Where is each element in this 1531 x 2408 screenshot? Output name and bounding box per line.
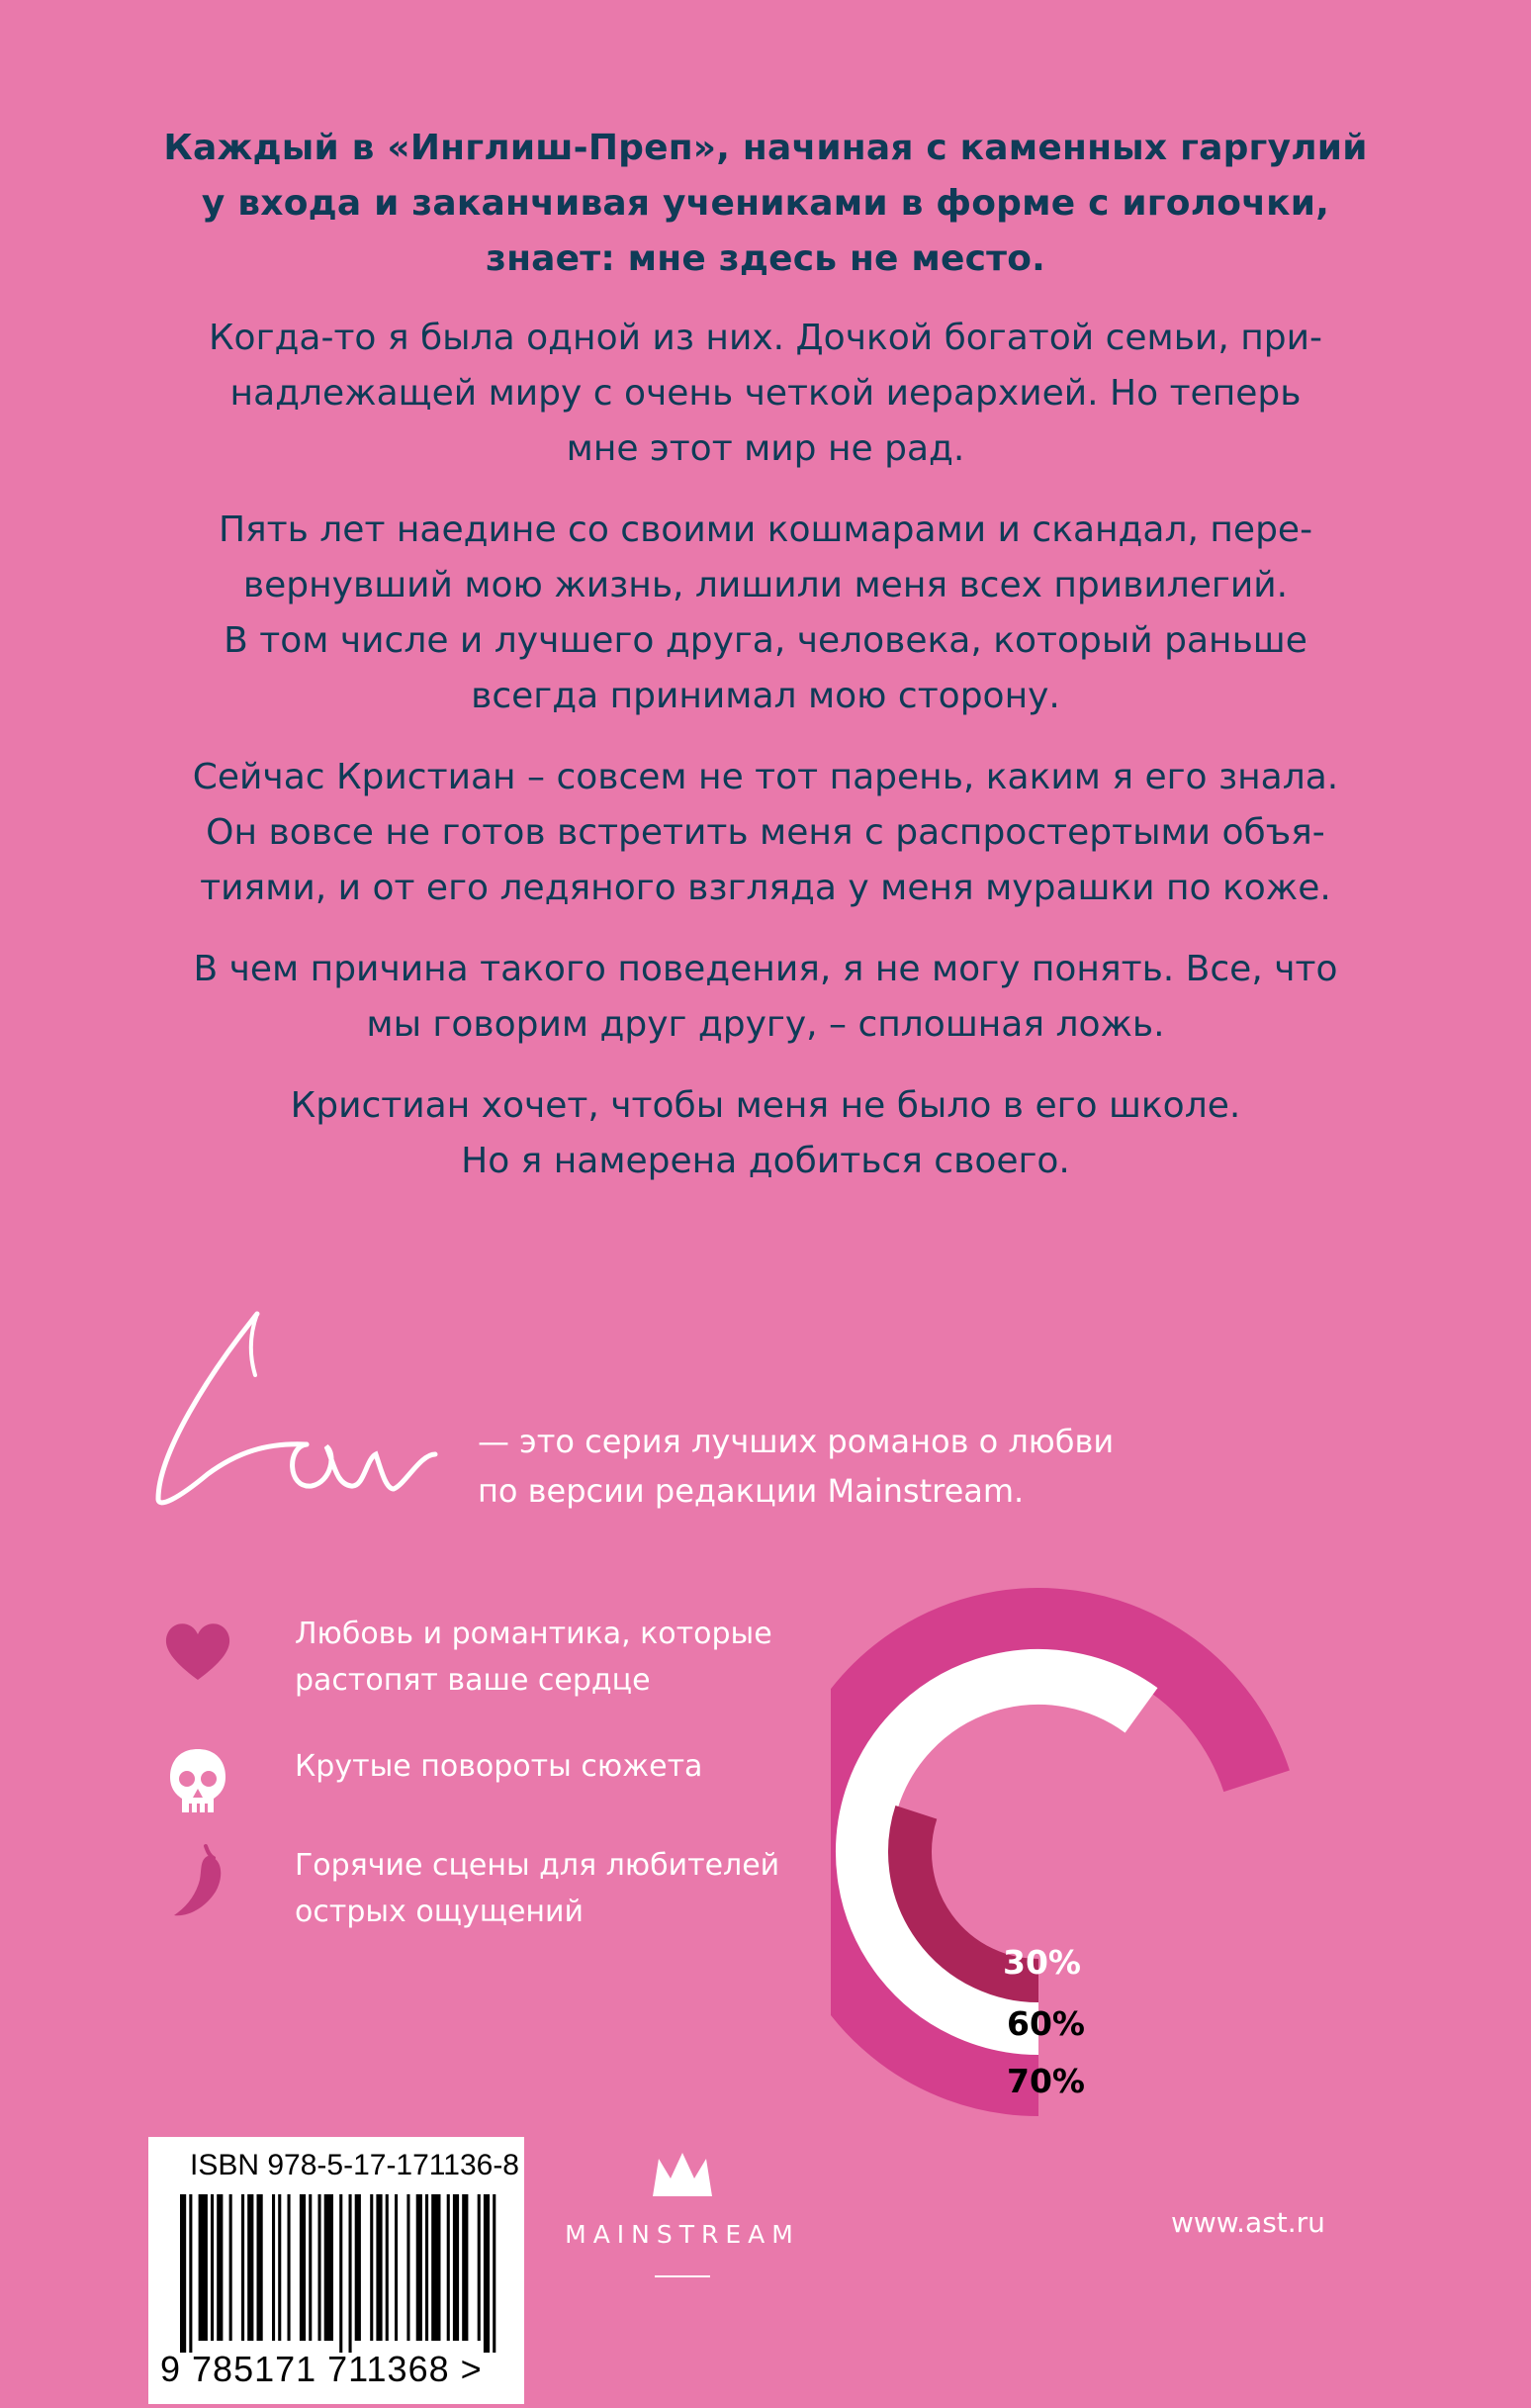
barcode-bar [257, 2194, 263, 2341]
barcode-bar [324, 2194, 333, 2341]
barcode-bar [189, 2194, 192, 2353]
ring-label-30: 30% [1003, 1943, 1081, 1982]
feature-hot-scenes [158, 1842, 801, 1951]
barcode-bar [416, 2194, 422, 2341]
skull-icon [158, 1743, 237, 1822]
barcode-bar [300, 2194, 306, 2341]
publisher-website: www.ast.ru [1171, 2206, 1325, 2239]
publisher-logo [549, 2149, 816, 2277]
barcode-bar [431, 2194, 440, 2341]
barcode-bar [355, 2194, 361, 2341]
barcode-bar [376, 2194, 382, 2341]
barcode-bar [278, 2194, 281, 2341]
isbn-number: ISBN 978-5-17-171136-8 [190, 2149, 519, 2181]
barcode-bar [484, 2194, 490, 2353]
isbn-barcode [148, 2137, 524, 2404]
barcode-bar [447, 2194, 450, 2341]
percentage-ring-chart [831, 1583, 1325, 2137]
barcode-bar [478, 2194, 481, 2341]
barcode-bar [395, 2194, 398, 2341]
barcode-bar [386, 2194, 389, 2341]
barcode-bar [453, 2194, 459, 2341]
barcode-bar [406, 2194, 409, 2341]
blurb-paragraph-4: В чем причина такого поведения, я не могу понять. Все, что мы говорим друг другу, – сплошная ложь. [193, 949, 1338, 1045]
lav-series-logo [138, 1296, 475, 1514]
feature-plot-twists-text: Крутые повороты сюжета [295, 1749, 703, 1784]
barcode-bar [425, 2194, 428, 2341]
barcode-bar [217, 2194, 223, 2341]
blurb-paragraph-5: Кристиан хочет, чтобы меня не было в его школе. Но я намерена добиться своего. [290, 1085, 1241, 1181]
blurb-paragraph-3: Сейчас Кристиан – совсем не тот парень, каким я его знала. Он вовсе не готов встретить меня с распростертыми объя- тиями, и от его ледяного взгляда у меня мурашки по коже. [192, 757, 1339, 908]
barcode-bar [288, 2194, 291, 2341]
barcode-bar [462, 2194, 468, 2341]
publisher-name: MAINSTREAM [565, 2220, 800, 2249]
barcode-bar [370, 2194, 373, 2341]
heart-icon [158, 1611, 237, 1690]
barcode-bar [241, 2194, 244, 2341]
blurb [109, 121, 1422, 1215]
blurb-paragraph-2: Пять лет наедине со своими кошмарами и скандал, пере- вернувший мою жизнь, лишили меня всех привилегий. В том числе и лучшего друга, человека, который раньше всегда принимал мою сторону. [218, 509, 1313, 716]
ean-digits: 9 785171 711368 > [160, 2349, 483, 2389]
blurb-lead: Каждый в «Инглиш-Преп», начиная с каменных гаргулий у входа и заканчивая учениками в форме с иголочки, знает: мне здесь не место. [163, 128, 1368, 279]
barcode-bar [349, 2194, 352, 2353]
ring-label-60: 60% [1007, 2004, 1085, 2043]
publisher-underline [655, 2275, 710, 2277]
barcode-bar [199, 2194, 208, 2341]
barcode-bar [493, 2194, 495, 2353]
crown-icon [651, 2149, 714, 2204]
blurb-paragraph-1: Когда-то я была одной из них. Дочкой богатой семьи, при- надлежащей миру с очень четкой иерархией. Но теперь мне этот мир не рад. [209, 318, 1322, 469]
ring-label-70: 70% [1007, 2062, 1085, 2100]
barcode-bar [309, 2194, 312, 2341]
barcode-bar [339, 2194, 342, 2353]
barcode-bar [247, 2194, 253, 2341]
feature-romance-text: Любовь и романтика, которые растопят ваше сердце [295, 1617, 772, 1698]
barcode-bar [180, 2194, 186, 2353]
barcode-bar [211, 2194, 214, 2341]
series-description: — это серия лучших романов о любви по версии редакции Mainstream. [478, 1423, 1115, 1510]
barcode-bar [229, 2194, 232, 2341]
barcode-bar [272, 2194, 275, 2341]
feature-hot-scenes-text: Горячие сцены для любителей острых ощущений [295, 1848, 780, 1929]
feature-romance [158, 1611, 801, 1719]
feature-plot-twists [158, 1743, 801, 1852]
chili-pepper-icon [158, 1842, 237, 1921]
barcode-bar [318, 2194, 321, 2341]
